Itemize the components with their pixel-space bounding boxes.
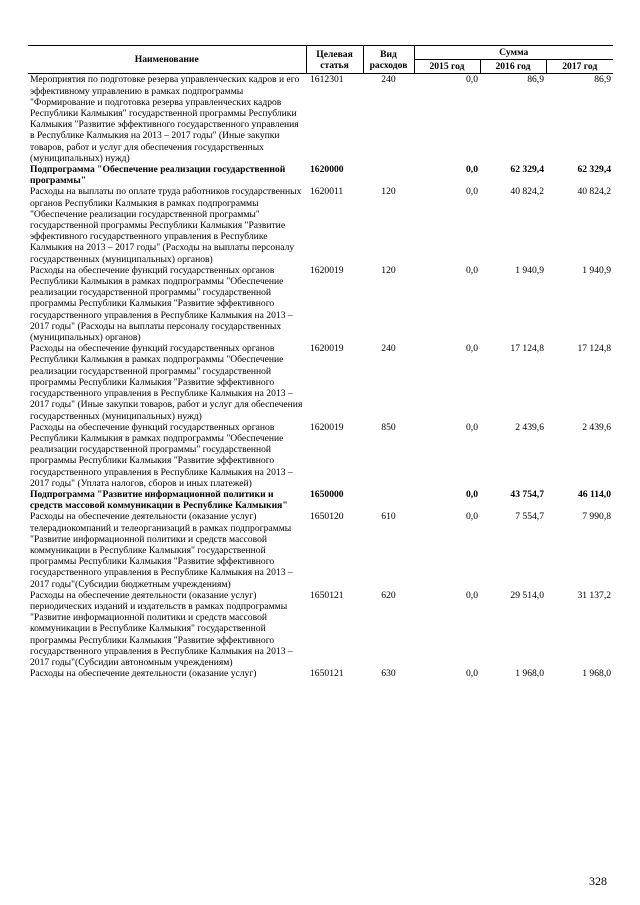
row-sum-2017: 1 940,9 xyxy=(582,264,612,276)
row-target-article: 1650121 xyxy=(310,668,344,680)
row-name: Мероприятия по подготовке резерва управленческих кадров и его эффективному управлению в рамках подпрограммы "Формирование и подготовка резерва управленческих кадров Республики Калмыкия" государственной программы Республики Калмыкия "Развитие эффективного государственного управления в Республике Калмыкия на 2013 – 2017 годы" (Иные закупки товаров, работ и услуг для обеспечения государственных (муниципальных) нужд) xyxy=(30,74,300,164)
table-header xyxy=(28,46,613,74)
budget-table-page xyxy=(28,45,613,679)
table-row-subprogram xyxy=(28,164,613,186)
table-row xyxy=(28,511,613,589)
row-expense-type: 240 xyxy=(381,74,396,86)
page-number: 328 xyxy=(589,874,607,888)
row-sum-2016: 17 124,8 xyxy=(510,343,544,355)
row-target-article: 1620011 xyxy=(310,186,344,198)
row-sum-2016: 1 940,9 xyxy=(515,264,544,276)
row-sum-2015: 0,0 xyxy=(466,186,478,198)
row-sum-2017: 7 990,8 xyxy=(582,511,612,523)
row-name: Расходы на обеспечение функций государственных органов Республики Калмыкия в рамках подпрограммы "Обеспечение реализации государственной программы" государственной программы Республики Калмыкия "Развитие эффективного государственного управления в Республике Калмыкия на 2013 – 2017 годы" (Иные закупки товаров, работ и услуг для обеспечения государственных (муниципальных) нужд) xyxy=(30,343,303,422)
row-name: Расходы на обеспечение функций государственных органов Республики Калмыкия в рамках подпрограммы "Обеспечение реализации государственной программы" государственной программы Республики Калмыкия "Развитие эффективного государственного управления в Республике Калмыкия на 2013 – 2017 годы" (Расходы на выплаты персоналу государственных (муниципальных) органов) xyxy=(30,264,293,344)
table-row xyxy=(28,186,613,264)
row-sum-2015: 0,0 xyxy=(466,488,478,500)
row-sum-2017: 31 137,2 xyxy=(577,589,612,601)
row-sum-2016: 40 824,2 xyxy=(510,186,544,198)
row-sum-2015: 0,0 xyxy=(466,74,478,86)
header-year-2016: 2016 год xyxy=(480,60,546,74)
row-sum-2015: 0,0 xyxy=(466,668,478,680)
header-year-2015: 2015 год xyxy=(414,60,480,74)
row-sum-2015: 0,0 xyxy=(466,421,478,433)
row-sum-2017: 86,9 xyxy=(594,74,612,86)
row-name: Подпрограмма "Развитие информационной политики и средств массовой коммуникации в Республике Калмыкия" xyxy=(30,488,288,512)
row-expense-type: 240 xyxy=(381,343,396,355)
header-year-2017: 2017 год xyxy=(546,60,613,74)
row-name: Расходы на обеспечение деятельности (оказание услуг) xyxy=(30,668,257,680)
row-sum-2016: 43 754,7 xyxy=(510,488,544,500)
row-expense-type xyxy=(363,489,414,511)
row-expense-type: 120 xyxy=(381,186,396,198)
header-target-article: Целевая статья xyxy=(306,46,363,74)
row-sum-2017: 2 439,6 xyxy=(582,421,612,433)
row-target-article: 1620000 xyxy=(310,164,344,176)
table-row xyxy=(28,590,613,668)
table-row xyxy=(28,74,613,164)
table-row-subprogram xyxy=(28,489,613,511)
row-sum-2017: 1 968,0 xyxy=(582,668,612,680)
row-target-article: 1650000 xyxy=(310,488,344,500)
table-row xyxy=(28,265,613,343)
table-row xyxy=(28,668,613,679)
row-sum-2017: 40 824,2 xyxy=(577,186,612,198)
row-sum-2015: 0,0 xyxy=(466,589,478,601)
row-target-article: 1612301 xyxy=(310,74,344,86)
row-name: Расходы на обеспечение деятельности (оказание услуг) периодических изданий и издательств в рамках подпрограммы "Развитие информационной политики и средств массовой коммуникации в Республике Калмыкия" государственной программы Республики Калмыкия "Развитие эффективного государственного управления в Республике Калмыкия на 2013 – 2017 годы"(Субсидии автономным учреждениям) xyxy=(30,589,293,668)
row-sum-2015: 0,0 xyxy=(466,164,478,176)
table-row xyxy=(28,343,613,421)
row-sum-2017: 62 329,4 xyxy=(577,164,612,176)
header-expense-type: Вид расходов xyxy=(363,46,414,74)
row-name: Подпрограмма "Обеспечение реализации государственной программы" xyxy=(30,164,286,187)
row-target-article: 1620019 xyxy=(310,421,344,433)
row-sum-2015: 0,0 xyxy=(466,511,478,523)
row-expense-type: 850 xyxy=(381,421,396,433)
row-target-article: 1620019 xyxy=(310,343,344,355)
row-name: Расходы на выплаты по оплате труда работников государственных органов Республики Калмыкия в рамках подпрограммы "Обеспечение реализации государственной программы" государственной программы Республики Калмыкия "Развитие эффективного государственного управления в Республике Калмыкия на 2013 – 2017 годы" (Расходы на выплаты персоналу государственных (муниципальных) органов) xyxy=(30,186,302,265)
row-sum-2016: 7 554,7 xyxy=(515,511,544,523)
header-sum: Сумма xyxy=(414,46,613,60)
row-expense-type: 120 xyxy=(381,264,396,276)
row-sum-2015: 0,0 xyxy=(466,343,478,355)
row-expense-type xyxy=(363,164,414,186)
row-target-article: 1650120 xyxy=(310,511,344,523)
row-name: Расходы на обеспечение функций государственных органов Республики Калмыкия в рамках подпрограммы "Обеспечение реализации государственной программы" государственной программы Республики Калмыкия "Развитие эффективного государственного управления в Республике Калмыкия на 2013 – 2017 годы" (Уплата налогов, сборов и иных платежей) xyxy=(30,421,293,489)
row-sum-2016: 29 514,0 xyxy=(510,589,544,601)
row-sum-2017: 46 114,0 xyxy=(577,488,612,500)
row-target-article: 1650121 xyxy=(310,589,344,601)
row-expense-type: 630 xyxy=(381,668,396,680)
row-sum-2016: 86,9 xyxy=(527,74,544,86)
row-sum-2016: 62 329,4 xyxy=(510,164,544,176)
table-row xyxy=(28,422,613,489)
row-sum-2015: 0,0 xyxy=(466,264,478,276)
row-target-article: 1620019 xyxy=(310,264,344,276)
budget-table xyxy=(28,45,613,679)
row-sum-2016: 2 439,6 xyxy=(515,421,544,433)
row-sum-2016: 1 968,0 xyxy=(515,668,544,680)
table-body xyxy=(28,74,613,679)
row-expense-type: 610 xyxy=(381,511,396,523)
row-sum-2017: 17 124,8 xyxy=(577,343,612,355)
row-expense-type: 620 xyxy=(381,589,396,601)
header-name: Наименование xyxy=(28,46,306,74)
row-name: Расходы на обеспечение деятельности (оказание услуг) телерадиокомпаний и телеорганизаций в рамках подпрограммы "Развитие информационной политики и средств массовой коммуникации в Республике Калмыкия" государственной программы Республики Калмыкия "Развитие эффективного государственного управления в Республике Калмыкия на 2013 – 2017 годы"(Субсидии бюджетным учреждениям) xyxy=(30,511,293,590)
